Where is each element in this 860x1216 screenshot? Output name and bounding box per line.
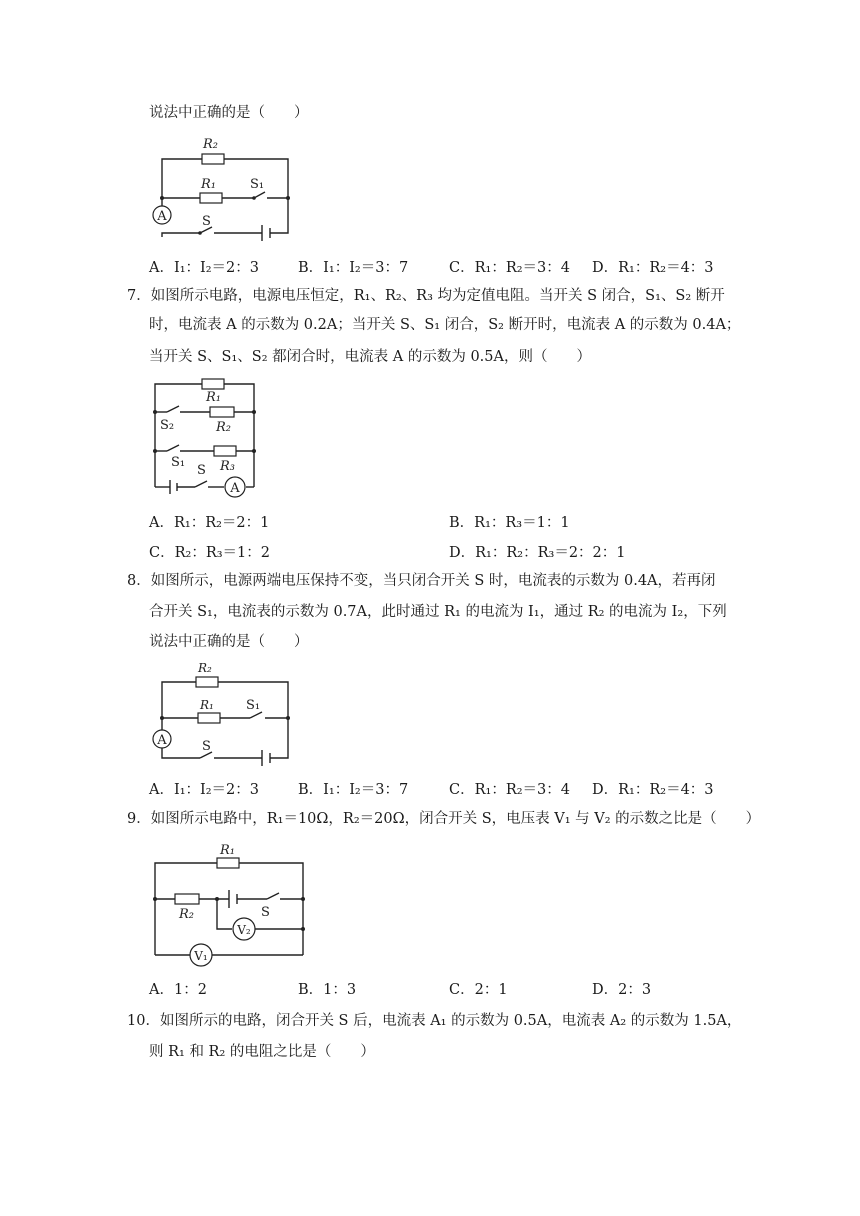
switch-s1 — [254, 192, 265, 198]
svg-text:R₃: R₃ — [220, 459, 235, 474]
svg-text:A: A — [157, 209, 167, 224]
q8-circuit-diagram — [150, 660, 295, 768]
switch-s2 — [167, 406, 179, 412]
svg-text:R₁: R₁ — [220, 843, 235, 858]
q7-option-d[interactable]: D．R₁：R₂：R₃＝2：2：1 — [449, 545, 626, 561]
q9-option-d[interactable]: D．2：3 — [592, 982, 652, 998]
q7-circuit-diagram — [150, 375, 262, 500]
svg-text:V₂: V₂ — [237, 923, 251, 937]
resistor-r2 — [196, 677, 218, 687]
q8-stem-line-3: 说法中正确的是（ ） — [149, 634, 309, 650]
svg-text:A: A — [230, 481, 240, 496]
svg-text:V₁: V₁ — [194, 949, 208, 963]
q8-option-b[interactable]: B．I₁：I₂＝3：7 — [298, 782, 409, 798]
q9-option-b[interactable]: B．1：3 — [298, 982, 357, 998]
q9-circuit-diagram — [150, 838, 310, 968]
q10-stem-line-2: 则 R₁ 和 R₂ 的电阻之比是（ ） — [149, 1044, 375, 1060]
svg-text:S: S — [261, 905, 270, 920]
switch-s — [267, 893, 279, 899]
q9-option-a[interactable]: A．1：2 — [149, 982, 207, 998]
q8-option-a[interactable]: A．I₁：I₂＝2：3 — [149, 782, 260, 798]
svg-text:S: S — [197, 463, 206, 478]
q9-option-c[interactable]: C．2：1 — [449, 982, 508, 998]
q8-stem-line-2: 合开关 S₁，电流表的示数为 0.7A，此时通过 R₁ 的电流为 I₁，通过 R₂ 的电流为 I₂，下列 — [149, 604, 727, 620]
q6-option-b[interactable]: B．I₁：I₂＝3：7 — [298, 260, 409, 276]
q6-circuit-diagram — [150, 135, 295, 243]
q6-option-a[interactable]: A．I₁：I₂＝2：3 — [149, 260, 260, 276]
svg-text:S: S — [202, 739, 211, 754]
q8-stem-line-1: 8．如图所示，电源两端电压保持不变，当只闭合开关 S 时，电流表的示数为 0.4A，若再闭 — [127, 573, 716, 589]
q7-option-c[interactable]: C．R₂：R₃＝1：2 — [149, 545, 271, 561]
resistor-r1 — [217, 858, 239, 868]
resistor-r1 — [200, 193, 222, 203]
svg-text:R₁: R₁ — [201, 177, 216, 192]
switch-s1 — [167, 445, 179, 451]
svg-text:S₁: S₁ — [171, 455, 186, 470]
svg-text:A: A — [157, 733, 167, 748]
q7-option-b[interactable]: B．R₁：R₃＝1：1 — [449, 515, 570, 531]
q6-option-d[interactable]: D．R₁：R₂＝4：3 — [592, 260, 714, 276]
q7-stem-line-3: 当开关 S、S₁、S₂ 都闭合时，电流表 A 的示数为 0.5A，则（ ） — [149, 349, 591, 365]
svg-text:R₂: R₂ — [179, 907, 194, 922]
q10-stem-line-1: 10．如图所示的电路，闭合开关 S 后，电流表 A₁ 的示数为 0.5A，电流表 A₂ 的示数为 1.5A， — [127, 1013, 742, 1029]
q8-option-c[interactable]: C．R₁：R₂＝3：4 — [449, 782, 571, 798]
svg-text:R₁: R₁ — [206, 390, 221, 405]
resistor-r1 — [202, 379, 224, 389]
resistor-r2 — [210, 407, 234, 417]
q7-stem-line-1: 7．如图所示电路，电源电压恒定，R₁、R₂、R₃ 均为定值电阻。当开关 S 闭合，S₁、S₂ 断开 — [127, 288, 725, 304]
q9-stem-line-1: 9．如图所示电路中，R₁＝10Ω，R₂＝20Ω，闭合开关 S，电压表 V₁ 与 V₂ 的示数之比是（ ） — [127, 811, 761, 827]
resistor-r3 — [214, 446, 236, 456]
resistor-r2 — [175, 894, 199, 904]
svg-text:S₂: S₂ — [160, 418, 175, 433]
resistor-r2 — [202, 154, 224, 164]
q7-stem-line-2: 时，电流表 A 的示数为 0.2A；当开关 S、S₁ 闭合，S₂ 断开时，电流表 A 的示数为 0.4A； — [149, 317, 741, 333]
svg-text:R₁: R₁ — [200, 698, 214, 712]
q8-option-d[interactable]: D．R₁：R₂＝4：3 — [592, 782, 714, 798]
q7-option-a[interactable]: A．R₁：R₂＝2：1 — [149, 515, 270, 531]
svg-text:R₂: R₂ — [203, 137, 218, 152]
svg-text:S: S — [202, 214, 211, 229]
svg-text:S₁: S₁ — [246, 698, 261, 713]
svg-text:R₂: R₂ — [198, 661, 212, 675]
q6-stem: 说法中正确的是（ ） — [149, 105, 309, 121]
svg-text:S₁: S₁ — [250, 177, 265, 192]
resistor-r1 — [198, 713, 220, 723]
switch-s — [195, 481, 207, 487]
svg-text:R₂: R₂ — [216, 420, 231, 435]
q6-option-c[interactable]: C．R₁：R₂＝3：4 — [449, 260, 571, 276]
